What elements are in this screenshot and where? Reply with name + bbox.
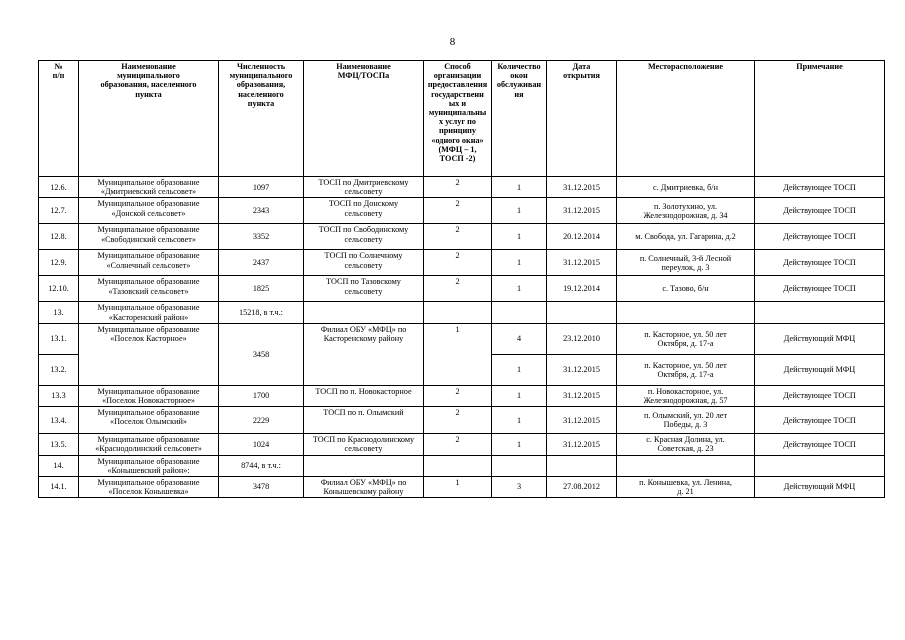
table-row	[39, 455, 885, 476]
cell-population: 2343	[219, 198, 304, 224]
cell-date: 19.12.2014	[547, 276, 617, 302]
cell-date: 31.12.2015	[547, 354, 617, 385]
cell-population: 1825	[219, 276, 304, 302]
cell-note: Действующее ТОСП	[755, 385, 885, 406]
table-row	[39, 407, 885, 434]
cell-windows: 1	[492, 276, 547, 302]
cell-population: 2229	[219, 407, 304, 434]
cell-num: 13.5.	[39, 434, 79, 455]
cell-windows	[492, 302, 547, 323]
cell-date: 23.12.2010	[547, 323, 617, 354]
cell-num: 13.2.	[39, 354, 79, 385]
cell-note: Действующее ТОСП	[755, 224, 885, 250]
cell-center: ТОСП по п. Новокасторное	[304, 385, 424, 406]
cell-center: ТОСП по Тазовскому сельсовету	[304, 276, 424, 302]
cell-note	[755, 455, 885, 476]
cell-date: 31.12.2015	[547, 407, 617, 434]
cell-windows: 1	[492, 198, 547, 224]
cell-center: ТОСП по Дмитриевскому сельсовету	[304, 177, 424, 198]
cell-num: 13.1.	[39, 323, 79, 354]
cell-date: 31.12.2015	[547, 177, 617, 198]
col-windows-header: Количество окон обслуживан ия	[492, 61, 547, 177]
cell-method	[424, 455, 492, 476]
cell-date: 31.12.2015	[547, 250, 617, 276]
table-row	[39, 323, 885, 354]
cell-municipality: Муниципальное образование «Поселок Олымский»	[79, 407, 219, 434]
cell-note: Действующее ТОСП	[755, 250, 885, 276]
col-method-header: Способ организации предоставления государственн ых и муниципальны х услуг по принципу «одного окна» (МФЦ – 1, ТОСП -2)	[424, 61, 492, 177]
cell-method: 2	[424, 177, 492, 198]
cell-method: 2	[424, 224, 492, 250]
cell-municipality: Муниципальное образование «Дмитриевский сельсовет»	[79, 177, 219, 198]
cell-date	[547, 302, 617, 323]
cell-date: 20.12.2014	[547, 224, 617, 250]
cell-num: 12.7.	[39, 198, 79, 224]
table-body	[39, 177, 885, 498]
cell-windows: 1	[492, 354, 547, 385]
cell-note: Действующее ТОСП	[755, 434, 885, 455]
cell-num: 14.1.	[39, 476, 79, 497]
table-row	[39, 434, 885, 455]
cell-date: 27.08.2012	[547, 476, 617, 497]
page-number: 8	[449, 36, 456, 48]
col-note-header: Примечание	[755, 61, 885, 177]
table-row	[39, 302, 885, 323]
col-municipality-header: Наименование муниципального образования, населенного пункта	[79, 61, 219, 177]
mfc-table	[38, 60, 885, 498]
col-date-header: Дата открытия	[547, 61, 617, 177]
cell-location: п. Касторное, ул. 50 лет Октября, д. 17-а	[617, 354, 755, 385]
cell-windows: 1	[492, 177, 547, 198]
cell-center: ТОСП по Свободинскому сельсовету	[304, 224, 424, 250]
cell-date: 31.12.2015	[547, 385, 617, 406]
cell-municipality: Муниципальное образование «Тазовский сельсовет»	[79, 276, 219, 302]
table-row	[39, 276, 885, 302]
col-number-header: № п/п	[39, 61, 79, 177]
cell-municipality: Муниципальное образование «Поселок Новокасторное»	[79, 385, 219, 406]
cell-location: п. Конышевка, ул. Ленина, д. 21	[617, 476, 755, 497]
cell-method: 2	[424, 407, 492, 434]
cell-note: Действующий МФЦ	[755, 354, 885, 385]
cell-method: 1	[424, 323, 492, 385]
cell-method: 2	[424, 385, 492, 406]
cell-date: 31.12.2015	[547, 198, 617, 224]
table-row	[39, 250, 885, 276]
col-location-header: Месторасположение	[617, 61, 755, 177]
cell-num: 12.6.	[39, 177, 79, 198]
cell-center	[304, 455, 424, 476]
cell-population: 3458	[219, 323, 304, 385]
cell-center: ТОСП по Солнечному сельсовету	[304, 250, 424, 276]
cell-population: 8744, в т.ч.:	[219, 455, 304, 476]
cell-population: 3352	[219, 224, 304, 250]
cell-location	[617, 455, 755, 476]
col-center-header: Наименование МФЦ/ТОСПа	[304, 61, 424, 177]
cell-num: 12.10.	[39, 276, 79, 302]
cell-num: 14.	[39, 455, 79, 476]
cell-municipality: Муниципальное образование «Солнечный сельсовет»	[79, 250, 219, 276]
cell-windows: 3	[492, 476, 547, 497]
cell-date: 31.12.2015	[547, 434, 617, 455]
cell-method: 2	[424, 198, 492, 224]
cell-location: п. Солнечный, 3-й Лесной переулок, д. 3	[617, 250, 755, 276]
cell-municipality: Муниципальное образование «Донской сельсовет»	[79, 198, 219, 224]
cell-method: 2	[424, 250, 492, 276]
cell-location: м. Свобода, ул. Гагарина, д.2	[617, 224, 755, 250]
cell-num: 13.3	[39, 385, 79, 406]
cell-note: Действующий МФЦ	[755, 323, 885, 354]
cell-location: п. Олымский, ул. 20 лет Победы, д. 3	[617, 407, 755, 434]
col-population-header: Численность муниципального образования, населенного пункта	[219, 61, 304, 177]
cell-municipality: Муниципальное образование «Поселок Конышевка»	[79, 476, 219, 497]
cell-note: Действующее ТОСП	[755, 276, 885, 302]
cell-num: 13.4.	[39, 407, 79, 434]
table-header	[39, 61, 885, 177]
cell-center: Филиал ОБУ «МФЦ» по Конышевскому району	[304, 476, 424, 497]
cell-num: 12.8.	[39, 224, 79, 250]
cell-municipality: Муниципальное образование «Конышевский район»:	[79, 455, 219, 476]
cell-population: 1097	[219, 177, 304, 198]
cell-windows	[492, 455, 547, 476]
cell-location	[617, 302, 755, 323]
cell-population: 1024	[219, 434, 304, 455]
cell-municipality: Муниципальное образование «Свободинский сельсовет»	[79, 224, 219, 250]
cell-center: ТОСП по Донскому сельсовету	[304, 198, 424, 224]
cell-method: 2	[424, 276, 492, 302]
cell-center: Филиал ОБУ «МФЦ» по Касторенскому району	[304, 323, 424, 385]
cell-municipality: Муниципальное образование «Поселок Касторное»	[79, 323, 219, 385]
cell-windows: 1	[492, 250, 547, 276]
cell-location: с. Дмитриевка, б/н	[617, 177, 755, 198]
cell-note: Действующее ТОСП	[755, 407, 885, 434]
table-row	[39, 177, 885, 198]
cell-location: п. Золотухино, ул. Железнодорожная, д. 34	[617, 198, 755, 224]
cell-note	[755, 302, 885, 323]
cell-windows: 1	[492, 385, 547, 406]
cell-location: п. Новокасторное, ул. Железнодорожная, д. 57	[617, 385, 755, 406]
cell-date	[547, 455, 617, 476]
cell-method: 1	[424, 476, 492, 497]
cell-method: 2	[424, 434, 492, 455]
cell-windows: 4	[492, 323, 547, 354]
cell-center: ТОСП по п. Олымский	[304, 407, 424, 434]
cell-windows: 1	[492, 224, 547, 250]
cell-note: Действующий МФЦ	[755, 476, 885, 497]
cell-population: 3478	[219, 476, 304, 497]
cell-note: Действующее ТОСП	[755, 177, 885, 198]
cell-population: 1700	[219, 385, 304, 406]
cell-num: 12.9.	[39, 250, 79, 276]
table-row	[39, 385, 885, 406]
cell-center	[304, 302, 424, 323]
table-row	[39, 198, 885, 224]
cell-windows: 1	[492, 434, 547, 455]
cell-windows: 1	[492, 407, 547, 434]
cell-population: 2437	[219, 250, 304, 276]
cell-method	[424, 302, 492, 323]
cell-note: Действующее ТОСП	[755, 198, 885, 224]
table-row	[39, 476, 885, 497]
cell-location: с. Красная Долина, ул. Советская, д. 23	[617, 434, 755, 455]
table-row	[39, 224, 885, 250]
cell-municipality: Муниципальное образование «Краснодолинский сельсовет»	[79, 434, 219, 455]
cell-num: 13.	[39, 302, 79, 323]
cell-location: п. Касторное, ул. 50 лет Октября, д. 17-а	[617, 323, 755, 354]
cell-population: 15218, в т.ч.:	[219, 302, 304, 323]
cell-center: ТОСП по Краснодолинскому сельсовету	[304, 434, 424, 455]
cell-location: с. Тазово, б/н	[617, 276, 755, 302]
cell-municipality: Муниципальное образование «Касторенский район»	[79, 302, 219, 323]
